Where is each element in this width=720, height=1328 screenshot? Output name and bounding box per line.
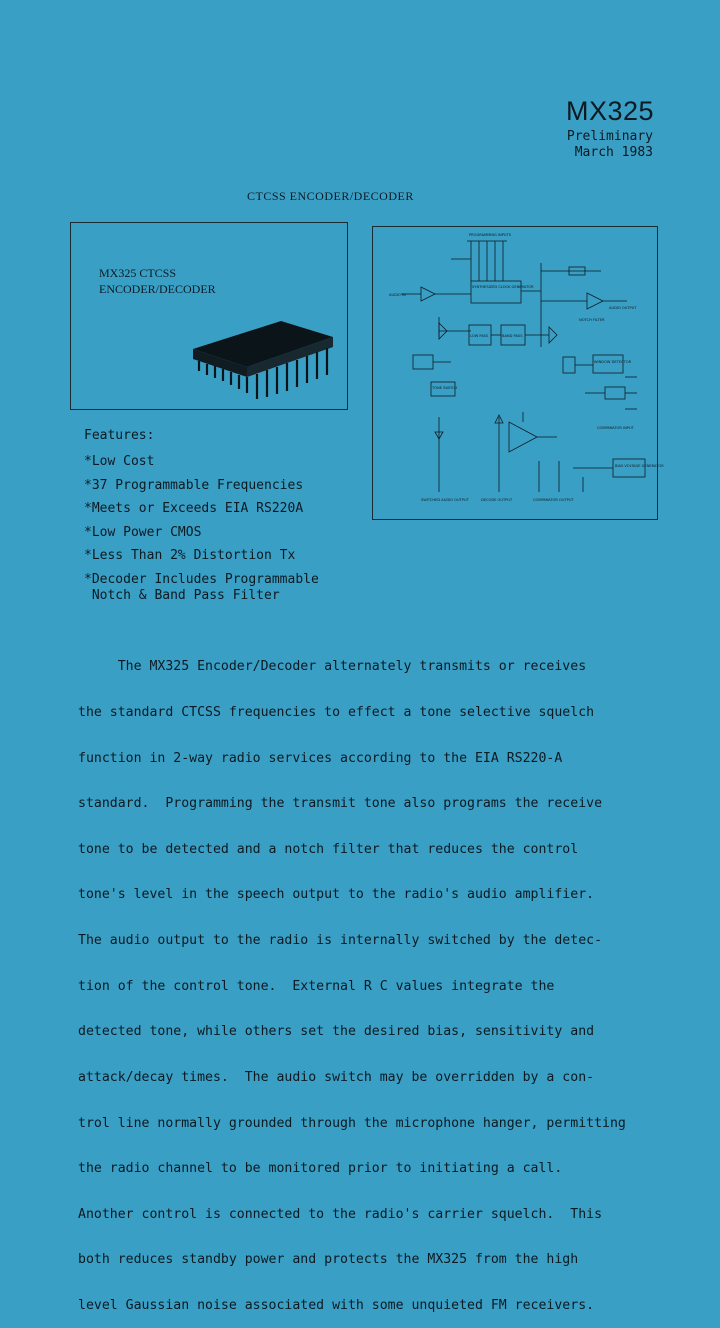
feature-item: *Low Power CMOS: [84, 524, 202, 540]
diagram-label-notch: NOTCH FILTER: [579, 318, 605, 322]
feature-item: *Meets or Exceeds EIA RS220A: [84, 501, 304, 516]
body-line: The audio output to the radio is internally switched by the detec-: [78, 933, 603, 949]
dip-package-illustration: [189, 319, 339, 409]
document-title: CTCSS ENCODER/DECODER: [247, 189, 414, 203]
status-date: March 1983: [574, 145, 653, 160]
diagram-label-window: WINDOW DETECTOR: [594, 360, 632, 364]
diagram-label-tone-switch: TONE SWITCH: [432, 386, 458, 390]
photo-caption: [99, 265, 216, 297]
body-line: tone's level in the speech output to the radio's audio amplifier.: [78, 887, 595, 903]
photo-caption-line1: MX325 CTCSS: [99, 266, 177, 280]
block-diagram-drawing: [373, 227, 664, 519]
body-line: level Gaussian noise associated with some unquieted FM receivers.: [78, 1297, 595, 1313]
body-line: tion of the control tone. External R C values integrate the: [78, 978, 555, 994]
diagram-label-low-pass: LOW PASS: [470, 334, 489, 338]
body-line: the standard CTCSS frequencies to effect a tone selective squelch: [78, 705, 595, 721]
diagram-label-audio-out: AUDIO OUTPUT: [609, 306, 637, 310]
body-line: The MX325 Encoder/Decoder alternately transmits or receives: [78, 659, 587, 675]
diagram-label-comparator-output: COMPARATOR OUTPUT: [533, 498, 574, 502]
feature-item: *Decoder Includes Programmable Notch & Band Pass Filter: [84, 571, 319, 603]
feature-item: *Low Cost: [84, 454, 155, 469]
body-line: trol line normally grounded through the microphone hanger, permitting: [78, 1115, 626, 1131]
diagram-label-switched-audio: SWITCHED AUDIO OUTPUT: [421, 498, 469, 502]
doc-status: [561, 129, 653, 161]
diagram-label-programming: PROGRAMMING INPUTS: [469, 233, 511, 237]
block-diagram: [372, 226, 664, 520]
status-label: Preliminary: [566, 129, 653, 144]
chip-photo: [70, 222, 348, 410]
diagram-label-band-pass: BAND PASS: [502, 334, 523, 338]
body-line: standard. Programming the transmit tone also programs the receive: [78, 796, 603, 812]
description-paragraph: [78, 629, 678, 1328]
body-line: attack/decay times. The audio switch may be overridden by a con-: [78, 1069, 595, 1085]
diagram-label-bias: BIAS VOLTAGE GENERATOR: [615, 464, 664, 468]
photo-caption-line2: ENCODER/DECODER: [99, 282, 216, 296]
diagram-label-decode-output: DECODE OUTPUT: [481, 498, 513, 502]
body-line: tone to be detected and a notch filter that reduces the control: [78, 841, 579, 857]
feature-item: *Less Than 2% Distortion Tx: [84, 548, 296, 563]
body-line: the radio channel to be monitored prior to initiating a call.: [78, 1161, 563, 1177]
diagram-label-audio-in: AUDIO IN: [389, 293, 406, 297]
body-line: Another control is connected to the radio's carrier squelch. This: [78, 1206, 603, 1222]
diagram-label-clock: SYNTHESIZED CLOCK GENERATOR: [472, 285, 534, 289]
diagram-label-comparator-input: COMPARATOR INPUT: [597, 426, 634, 430]
features-list: [84, 428, 319, 604]
body-line: both reduces standby power and protects the MX325 from the high: [78, 1252, 579, 1268]
body-line: detected tone, while others set the desired bias, sensitivity and: [78, 1024, 595, 1040]
feature-item: *37 Programmable Frequencies: [84, 477, 304, 493]
body-line: function in 2-way radio services according to the EIA RS220-A: [78, 750, 563, 766]
part-number: MX325: [566, 96, 655, 126]
features-heading: Features:: [84, 428, 155, 443]
